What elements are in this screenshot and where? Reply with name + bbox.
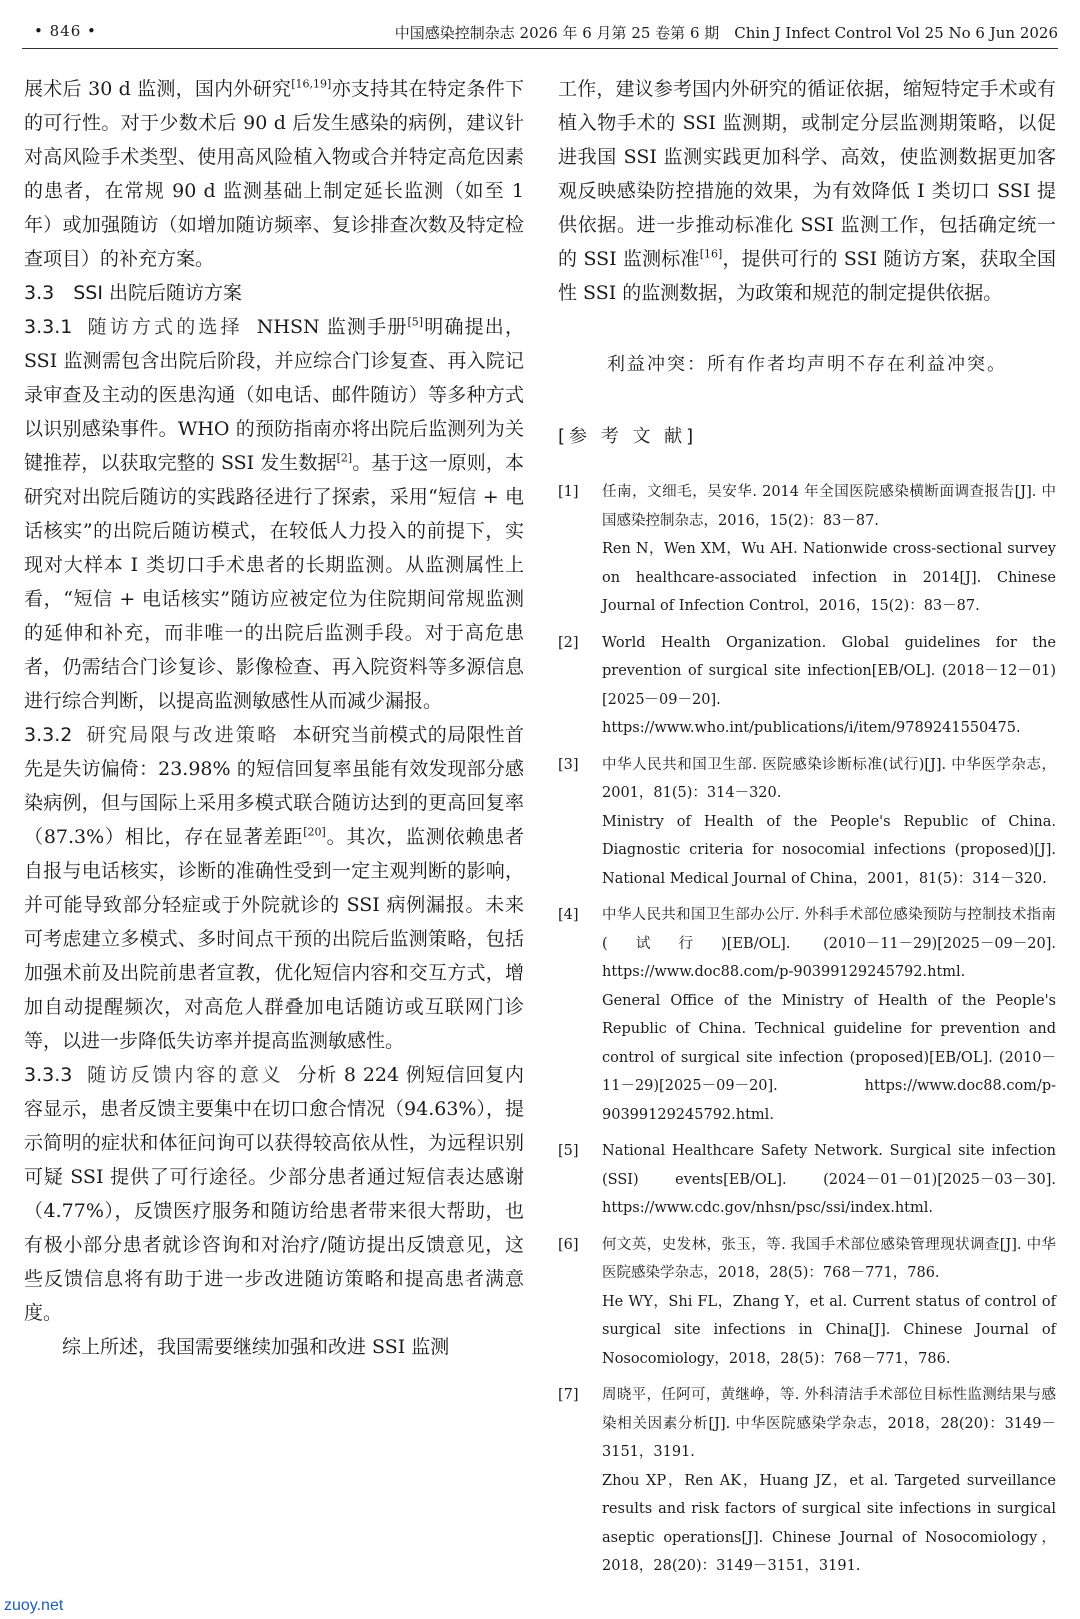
subsection-3-3-1: 3.3.1 随访方式的选择 NHSN 监测手册[5]明确提出，SSI 监测需包含出院后阶段，并应综合门诊复查、再入院记录审查及主动的医患沟通（如电话、邮件随访）等多种方式以识别感染事件。WHO 的预防指南亦将出院后监测列为关键推荐，以获取完整的 SSI 发生数据[2]。基于这一原则，本研究对出院后随访的实践路径进行了探索，采用“短信 + 电话核实”的出院后随访模式，在较低人力投入的前提下，实现对大样本 Ⅰ 类切口手术患者的长期监测。从监测属性上看，“短信 + 电话核实”随访应被定位为住院期间常规监测的延伸和补充，而非唯一的出院后监测手段。对于高危患者，仍需结合门诊复诊、影像检查、再入院资料等多源信息进行综合判断，以提高监测敏感性从而减少漏报。 — [24, 315, 524, 712]
left-column — [24, 72, 524, 1364]
reference-number: [3] — [558, 756, 579, 773]
reference-item — [558, 1137, 1056, 1223]
reference-text: Zhou XP，Ren AK，Huang JZ，et al. Targeted surveillance results and risk factors of surgical site infections in surgical aseptic operations[J]. Chinese Journal of Nosocomiology，2018，28(20)：3149－3151，3191. — [602, 1472, 1056, 1574]
reference-item — [558, 901, 1056, 1129]
reference-text: 任南，文细毛，吴安华. 2014 年全国医院感染横断面调查报告[J]. 中国感染控制杂志，2016，15(2)：83－87. — [602, 484, 1056, 529]
reference-list — [558, 478, 1056, 1581]
watermark: zuoy.net — [4, 1597, 64, 1614]
citation-ref[interactable]: [16,19] — [291, 77, 332, 91]
citation-ref[interactable]: [2] — [336, 451, 353, 465]
paragraph: 工作，建议参考国内外研究的循证依据，缩短特定手术或有植入物手术的 SSI 监测期，或制定分层监测期策略，以促进我国 SSI 监测实践更加科学、高效，使监测数据更加客观反映感染防控措施的效果，为有效降低 Ⅰ 类切口 SSI 提供依据。进一步推动标准化 SSI 监测工作，包括确定统一的 SSI 监测标准[16]，提供可行的 SSI 随访方案，获取全国性 SSI 的监测数据，为政策和规范的制定提供依据。 — [558, 78, 1056, 304]
citation-ref[interactable]: [20] — [303, 825, 326, 839]
reference-item — [558, 1381, 1056, 1581]
reference-text: Ministry of Health of the People's Republic of China. Diagnostic criteria for nosocomial infections (proposed)[J]. National Medical Journal of China，2001，81(5)：314－320. — [602, 813, 1056, 887]
reference-text: 中华人民共和国卫生部办公厅. 外科手术部位感染预防与控制技术指南(试行)[EB/OL]. (2010－11－29)[2025－09－20]. https://www.doc88.com/p-90399129245792.html. — [602, 907, 1056, 980]
reference-item — [558, 751, 1056, 894]
reference-text: General Office of the Ministry of Health of the People's Republic of China. Technical guideline for prevention and control of surgical site infection (proposed)[EB/OL]. (2010－11－29)[2025－09－20]. https://www.doc88.com/p-90399129245792.html. — [602, 992, 1056, 1123]
right-column — [558, 72, 1056, 1589]
reference-number: [6] — [558, 1236, 579, 1253]
citation-ref[interactable]: [16] — [699, 247, 723, 261]
reference-text: He WY，Shi FL，Zhang Y，et al. Current status of control of surgical site infections in China[J]. Chinese Journal of Nosocomiology，2018，28(5)：768－771，786. — [602, 1293, 1056, 1367]
reference-item — [558, 1231, 1056, 1374]
reference-text: 何文英，史发林，张玉，等. 我国手术部位感染管理现状调查[J]. 中华医院感染学杂志，2018，28(5)：768－771，786. — [602, 1236, 1056, 1281]
running-header — [22, 14, 1058, 49]
references-heading: [参 考 文 献] — [558, 426, 698, 447]
paragraph: 展术后 30 d 监测，国内外研究[16,19]亦支持其在特定条件下的可行性。对于少数术后 90 d 后发生感染的病例，建议针对高风险手术类型、使用高风险植入物或合并特定高危因素的患者，在常规 90 d 监测基础上制定延长监测（如至 1 年）或加强随访（如增加随访频率、复诊排查次数及特定检查项目）的补充方案。 — [24, 77, 524, 270]
citation-ref[interactable]: [5] — [407, 315, 424, 329]
reference-text: World Health Organization. Global guidelines for the prevention of surgical site infection[EB/OL]. (2018－12－01)[2025－09－20]. https://www.who.int/publications/i/item/9789241550475. — [602, 634, 1056, 736]
reference-text: 中华人民共和国卫生部. 医院感染诊断标准(试行)[J]. 中华医学杂志，2001，81(5)：314－320. — [602, 756, 1056, 801]
conclusion-paragraph: 综上所述，我国需要继续加强和改进 SSI 监测 — [62, 1336, 450, 1358]
section-heading-3-3: 3.3 SSI 出院后随访方案 — [24, 282, 242, 304]
reference-item — [558, 629, 1056, 743]
page-number: • 846 • — [34, 22, 97, 40]
reference-text: Ren N，Wen XM，Wu AH. Nationwide cross-sectional survey on healthcare-associated infection in 2014[J]. Chinese Journal of Infection Control，2016，15(2)：83－87. — [602, 541, 1056, 614]
conflict-of-interest: 利益冲突：所有作者均声明不存在利益冲突。 — [607, 354, 1007, 375]
reference-text: 周晓平，任阿可，黄继峥，等. 外科清洁手术部位目标性监测结果与感染相关因素分析[J]. 中华医院感染学杂志，2018，28(20)：3149－3151，3191. — [602, 1387, 1056, 1460]
reference-number: [4] — [558, 907, 579, 923]
journal-citation: 中国感染控制杂志 2026 年 6 月第 25 卷第 6 期 Chin J Infect Control Vol 25 No 6 Jun 2026 — [394, 24, 1058, 42]
reference-number: [2] — [558, 634, 579, 651]
reference-number: [1] — [558, 484, 579, 500]
reference-number: [7] — [558, 1387, 579, 1403]
subsection-3-3-2: 3.3.2 研究局限与改进策略 本研究当前模式的局限性首先是失访偏倚：23.98% 的短信回复率虽能有效发现部分感染病例，但与国际上采用多模式联合随访达到的更高回复率（87.3%）相比，存在显著差距[20]。其次，监测依赖患者自报与电话核实，诊断的准确性受到一定主观判断的影响，并可能导致部分轻症或于外院就诊的 SSI 病例漏报。未来可考虑建立多模式、多时间点干预的出院后监测策略，包括加强术前及出院前患者宣教，优化短信内容和交互方式，增加自动提醒频次，对高危人群叠加电话随访或互联网门诊等，以进一步降低失访率并提高监测敏感性。 — [24, 724, 524, 1052]
reference-text: National Healthcare Safety Network. Surgical site infection (SSI) events[EB/OL]. (2024－01－01)[2025－03－30]. https://www.cdc.gov/nhsn/psc/ssi/index.html. — [602, 1143, 1056, 1216]
subsection-3-3-3: 3.3.3 随访反馈内容的意义 分析 8 224 例短信回复内容显示，患者反馈主要集中在切口愈合情况（94.63%），提示简明的症状和体征问询可以获得较高依从性，为远程识别可疑 SSI 提供了可行途径。少部分患者通过短信表达感谢（4.77%），反馈医疗服务和随访给患者带来很大帮助，也有极小部分患者就诊咨询和对治疗/随访提出反馈意见，这些反馈信息将有助于进一步改进随访策略和提高患者满意度。 — [24, 1064, 524, 1324]
reference-item — [558, 478, 1056, 621]
reference-number: [5] — [558, 1143, 579, 1159]
